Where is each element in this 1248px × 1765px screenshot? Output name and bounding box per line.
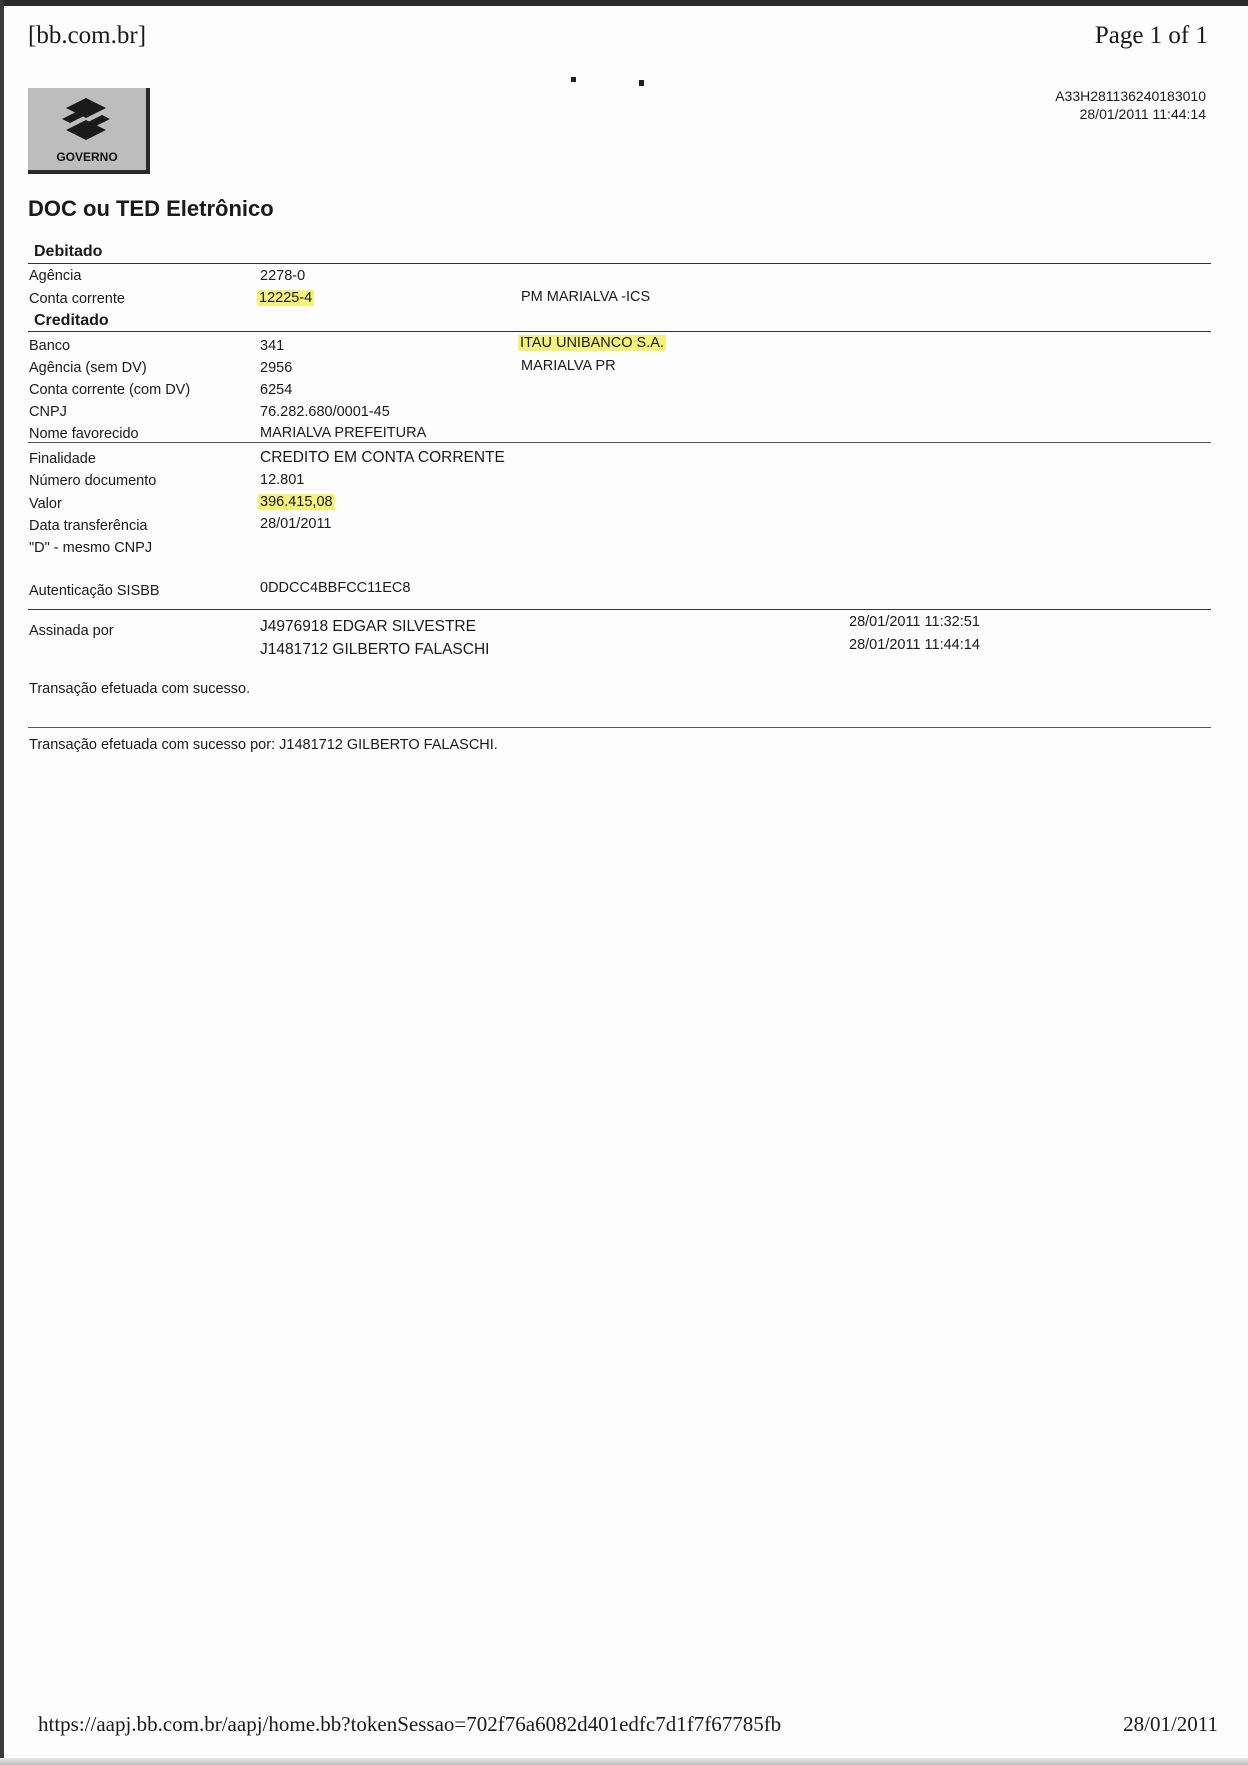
scan-mark (571, 77, 576, 82)
label-finalidade: Finalidade (29, 451, 96, 467)
label-data-transferencia: Data transferência (29, 518, 148, 534)
value-favorecido: MARIALVA PREFEITURA (260, 425, 427, 441)
divider (28, 609, 1211, 610)
value-conta-nome: PM MARIALVA -ICS (521, 289, 651, 305)
value-banco-nome: ITAU UNIBANCO S.A. (520, 335, 664, 351)
value-banco: 341 (260, 338, 285, 354)
label-autenticacao: Autenticação SISBB (29, 583, 160, 599)
bank-logo (28, 88, 150, 174)
section-debitado-heading: Debitado (34, 243, 103, 260)
site-header: [bb.com.br] (28, 22, 147, 49)
value-agencia-cidade: MARIALVA PR (521, 358, 616, 374)
page-title: DOC ou TED Eletrônico (28, 196, 274, 221)
scan-edge-top (0, 0, 1248, 6)
signer-2: J1481712 GILBERTO FALASCHI (260, 641, 490, 658)
label-numero-documento: Número documento (29, 473, 157, 489)
value-valor: 396.415,08 (260, 494, 333, 510)
scan-mark (639, 80, 644, 86)
signer-2-datetime: 28/01/2011 11:44:14 (849, 637, 980, 653)
section-creditado-heading: Creditado (34, 312, 109, 329)
scan-edge-left (0, 0, 4, 1765)
label-mesmo-cnpj: "D" - mesmo CNPJ (29, 540, 153, 556)
label-cnpj: CNPJ (29, 404, 67, 420)
label-valor: Valor (29, 496, 62, 512)
value-conta-com-dv: 6254 (260, 382, 293, 398)
label-conta-corrente: Conta corrente (29, 291, 125, 307)
value-agencia: 2278-0 (260, 268, 306, 284)
label-favorecido: Nome favorecido (29, 426, 139, 442)
value-data-transferencia: 28/01/2011 (260, 516, 332, 532)
value-autenticacao: 0DDCC4BBFCC11EC8 (260, 580, 411, 596)
footer-url: https://aapj.bb.com.br/aapj/home.bb?tokenSessao=702f76a6082d401edfc7d1f7f67785fb (38, 1712, 782, 1736)
bb-symbol-icon (58, 94, 114, 144)
label-agencia: Agência (29, 268, 82, 284)
divider (28, 727, 1211, 728)
auth-datetime: 28/01/2011 11:44:14 (1079, 106, 1206, 122)
label-assinada-por: Assinada por (29, 623, 114, 639)
label-conta-com-dv: Conta corrente (com DV) (29, 382, 191, 398)
status-by: Transação efetuada com sucesso por: J1481712 GILBERTO FALASCHI. (29, 737, 498, 753)
divider (28, 331, 1211, 332)
divider (28, 442, 1211, 443)
value-agencia-sem-dv: 2956 (260, 360, 293, 376)
auth-code: A33H281136240183010 (1055, 88, 1206, 104)
value-finalidade: CREDITO EM CONTA CORRENTE (260, 449, 505, 466)
divider (28, 263, 1211, 264)
label-agencia-sem-dv: Agência (sem DV) (29, 360, 147, 376)
status-message: Transação efetuada com sucesso. (29, 681, 251, 697)
signer-1-datetime: 28/01/2011 11:32:51 (849, 614, 980, 630)
signer-1: J4976918 EDGAR SILVESTRE (260, 618, 476, 635)
value-numero-documento: 12.801 (260, 472, 305, 488)
logo-label: GOVERNO (56, 150, 118, 164)
footer-date: 28/01/2011 (1123, 1712, 1218, 1736)
value-cnpj: 76.282.680/0001-45 (260, 404, 390, 420)
page-indicator: Page 1 of 1 (1094, 22, 1208, 49)
label-banco: Banco (29, 338, 71, 354)
value-conta-corrente: 12225-4 (259, 290, 313, 306)
scan-edge-bottom (0, 1758, 1248, 1765)
